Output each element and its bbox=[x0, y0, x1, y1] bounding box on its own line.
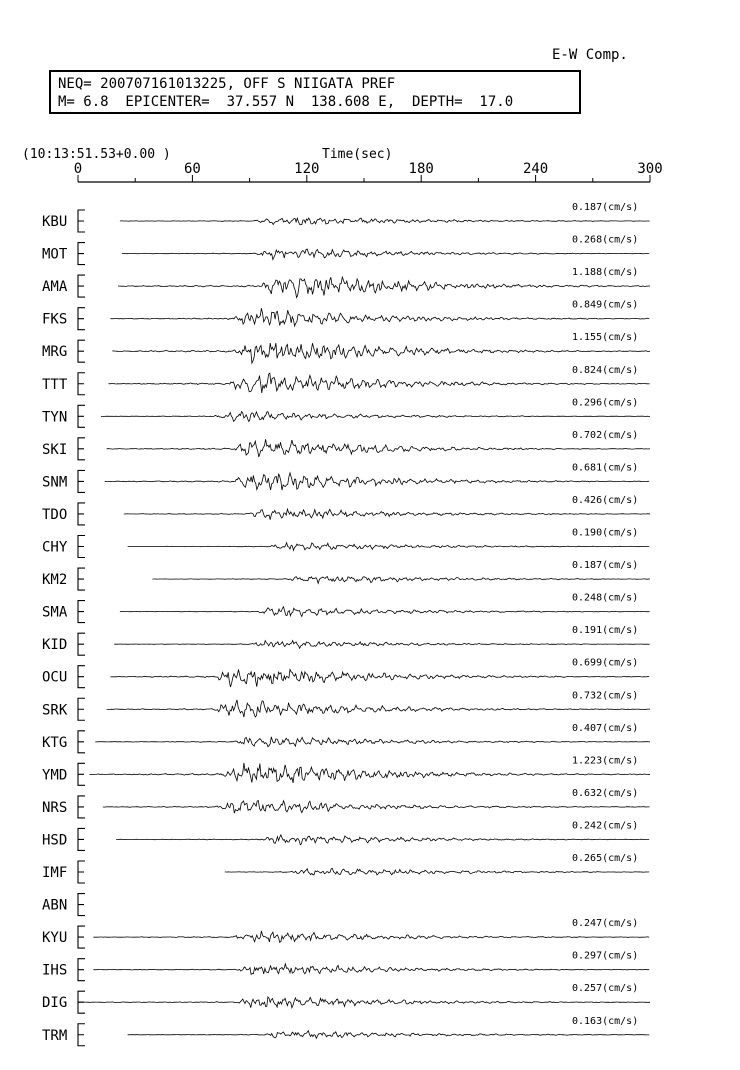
peak-value-label: 0.248(cm/s) bbox=[572, 592, 639, 604]
station-bracket bbox=[78, 470, 85, 492]
station-bracket bbox=[78, 959, 85, 981]
station-label: FKS bbox=[42, 311, 68, 328]
station-label: ABN bbox=[42, 897, 68, 914]
station-bracket bbox=[78, 926, 85, 948]
peak-value-label: 0.247(cm/s) bbox=[572, 918, 639, 930]
x-axis-label: Time(sec) bbox=[322, 147, 393, 162]
station-bracket bbox=[78, 633, 85, 655]
peak-value-label: 0.297(cm/s) bbox=[572, 950, 639, 962]
station-bracket bbox=[78, 763, 85, 785]
station-label: KYU bbox=[42, 930, 68, 947]
station-label: CHY bbox=[42, 539, 68, 556]
station-label: SKI bbox=[42, 441, 68, 458]
station-bracket bbox=[78, 438, 85, 460]
station-label: TYN bbox=[42, 409, 68, 426]
waveform-trace bbox=[103, 801, 650, 814]
waveform-trace bbox=[89, 763, 650, 783]
station-bracket bbox=[78, 731, 85, 753]
station-bracket bbox=[78, 666, 85, 688]
station-label: KBU bbox=[42, 214, 68, 230]
station-label: SRK bbox=[42, 702, 68, 719]
station-bracket bbox=[78, 373, 85, 395]
waveform-trace bbox=[124, 509, 650, 520]
station-label: SMA bbox=[42, 604, 68, 621]
station-bracket bbox=[78, 861, 85, 883]
station-label: TDO bbox=[42, 506, 68, 523]
station-label: KTG bbox=[42, 734, 68, 751]
waveform-trace bbox=[128, 543, 650, 551]
peak-value-label: 1.223(cm/s) bbox=[572, 755, 639, 767]
station-label: NRS bbox=[42, 799, 68, 816]
station-label: KID bbox=[42, 637, 68, 654]
station-label: MRG bbox=[42, 344, 68, 361]
station-label: IMF bbox=[42, 865, 68, 881]
station-label: HSD bbox=[42, 832, 68, 849]
peak-value-label: 0.163(cm/s) bbox=[572, 1015, 639, 1027]
peak-value-label: 0.426(cm/s) bbox=[572, 494, 639, 506]
station-bracket bbox=[78, 243, 85, 265]
peak-value-label: 0.265(cm/s) bbox=[572, 853, 639, 864]
waveform-trace bbox=[101, 412, 650, 422]
station-label: MOT bbox=[42, 246, 68, 263]
station-label: TRM bbox=[42, 1027, 68, 1044]
peak-value-label: 1.188(cm/s) bbox=[572, 267, 639, 279]
station-bracket bbox=[78, 601, 85, 623]
waveform-trace bbox=[107, 439, 650, 457]
waveform-trace bbox=[105, 473, 650, 490]
peak-value-label: 0.824(cm/s) bbox=[572, 364, 639, 376]
waveform-trace bbox=[120, 607, 650, 617]
station-bracket bbox=[78, 894, 85, 916]
peak-value-label: 0.268(cm/s) bbox=[572, 234, 639, 246]
waveform-trace bbox=[225, 868, 649, 875]
waveform-trace bbox=[93, 931, 649, 942]
event-info-line1: NEQ= 200707161013225, OFF S NIIGATA PREF bbox=[58, 76, 396, 92]
peak-value-label: 0.681(cm/s) bbox=[572, 462, 639, 474]
waveform-trace bbox=[95, 737, 650, 747]
station-label: OCU bbox=[42, 669, 68, 686]
peak-value-label: 0.190(cm/s) bbox=[572, 527, 639, 539]
peak-value-label: 0.632(cm/s) bbox=[572, 787, 639, 799]
waveform-trace bbox=[107, 700, 650, 717]
waveform-trace bbox=[93, 964, 649, 975]
station-bracket bbox=[78, 210, 85, 232]
x-tick-label: 0 bbox=[73, 161, 83, 177]
station-bracket bbox=[78, 698, 85, 720]
waveform-trace bbox=[78, 997, 650, 1008]
station-bracket bbox=[78, 828, 85, 850]
x-tick-label: 300 bbox=[637, 161, 663, 177]
component-label: E-W Comp. bbox=[552, 47, 628, 63]
peak-value-label: 0.702(cm/s) bbox=[572, 429, 639, 441]
station-label: SNM bbox=[42, 474, 68, 491]
peak-value-label: 0.699(cm/s) bbox=[572, 657, 639, 669]
start-time-label: (10:13:51.53+0.00 ) bbox=[22, 147, 171, 162]
waveform-trace bbox=[114, 641, 649, 649]
x-tick-label: 180 bbox=[408, 161, 434, 177]
station-label: KM2 bbox=[42, 572, 68, 589]
waveform-trace bbox=[128, 1031, 650, 1039]
station-bracket bbox=[78, 308, 85, 330]
peak-value-label: 0.187(cm/s) bbox=[572, 202, 639, 213]
waveform-trace bbox=[110, 670, 649, 688]
waveform-trace bbox=[110, 308, 649, 326]
peak-value-label: 1.155(cm/s) bbox=[572, 332, 639, 344]
peak-value-label: 0.187(cm/s) bbox=[572, 560, 639, 572]
x-tick-label: 60 bbox=[183, 161, 201, 177]
waveform-trace bbox=[112, 343, 650, 363]
peak-value-label: 0.407(cm/s) bbox=[572, 722, 639, 734]
station-label: DIG bbox=[42, 995, 68, 1012]
station-bracket bbox=[78, 405, 85, 427]
station-label: TTT bbox=[42, 376, 68, 393]
waveform-trace bbox=[118, 277, 650, 297]
peak-value-label: 0.257(cm/s) bbox=[572, 983, 639, 995]
waveform-trace bbox=[152, 577, 650, 584]
peak-value-label: 0.296(cm/s) bbox=[572, 397, 639, 409]
peak-value-label: 0.242(cm/s) bbox=[572, 820, 639, 832]
station-bracket bbox=[78, 275, 85, 297]
peak-value-label: 0.849(cm/s) bbox=[572, 299, 639, 311]
peak-value-label: 0.732(cm/s) bbox=[572, 690, 639, 702]
station-bracket bbox=[78, 796, 85, 818]
station-bracket bbox=[78, 340, 85, 362]
station-bracket bbox=[78, 536, 85, 558]
station-label: IHS bbox=[42, 962, 68, 979]
waveform-trace bbox=[116, 835, 649, 845]
station-bracket bbox=[78, 1024, 85, 1046]
event-info-line2: M= 6.8 EPICENTER= 37.557 N 138.608 E, DEPTH= 17.0 bbox=[58, 94, 514, 110]
station-label: AMA bbox=[42, 279, 68, 296]
station-bracket bbox=[78, 568, 85, 590]
station-bracket bbox=[78, 503, 85, 525]
x-tick-label: 120 bbox=[294, 161, 320, 177]
x-tick-label: 240 bbox=[522, 161, 549, 177]
station-label: YMD bbox=[42, 767, 68, 784]
peak-value-label: 0.191(cm/s) bbox=[572, 625, 639, 637]
waveform-trace bbox=[122, 249, 649, 260]
waveform-trace bbox=[109, 373, 650, 393]
waveform-trace bbox=[120, 218, 650, 225]
